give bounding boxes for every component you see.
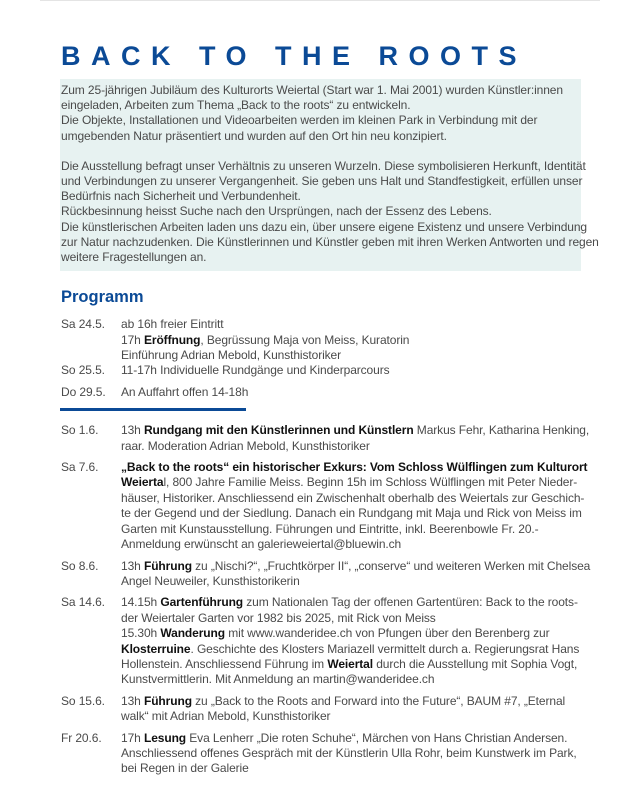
event-description — [121, 595, 621, 687]
event-line — [121, 317, 621, 332]
event-text: Einführung Adrian Mebold, Kunsthistoriker — [121, 348, 342, 363]
event-line — [121, 574, 621, 589]
event-text: ab 16h freier Eintritt — [121, 317, 224, 332]
event-highlight: Führung — [143, 558, 192, 573]
program-event — [61, 694, 621, 725]
event-text: Angel Neuweiler, Kunsthistorikerin — [121, 573, 300, 588]
event-line — [121, 385, 621, 400]
program-event — [61, 423, 621, 454]
event-text: raar. Moderation Adrian Mebold, Kunsthistoriker — [121, 438, 370, 453]
event-line — [121, 709, 621, 724]
event-line — [121, 537, 621, 552]
intro-box — [60, 79, 599, 271]
intro-line: Die Objekte, Installationen und Videoarbeiten werden im kleinen Park in Verbindung mit der — [61, 113, 538, 128]
event-date: Sa 7.6. — [61, 460, 99, 475]
event-text: häuser, Historiker. Anschliessend ein Zwischenhalt oberhalb des Weiertals zur Geschich- — [121, 490, 585, 505]
event-line — [121, 439, 621, 454]
event-text: zum Nationalen Tag der offenen Gartentüren: Back to the roots- — [243, 595, 578, 610]
intro-line: Bedürfnis nach Sicherheit und Verbundenheit. — [61, 189, 301, 204]
intro-paragraph-1 — [61, 83, 581, 144]
event-date: So 15.6. — [61, 693, 105, 708]
event-line — [121, 475, 621, 490]
event-description — [121, 460, 621, 552]
event-description — [121, 559, 621, 590]
event-highlight: „Back to the roots“ ein historischer Exkurs: Vom Schloss Wülflingen zum Kulturort — [121, 460, 588, 475]
event-line — [121, 333, 621, 348]
program-event — [61, 595, 621, 687]
event-date: Sa 14.6. — [61, 595, 105, 610]
event-date: Sa 24.5. — [61, 317, 105, 332]
event-line — [121, 348, 621, 363]
event-text: Anschliessend offenes Gespräch mit der Künstlerin Ulla Rohr, beim Kunstwerk im Park, — [121, 745, 577, 760]
event-line — [121, 363, 621, 378]
event-text: Hollenstein. Anschliessend Führung im — [121, 656, 328, 671]
event-date: So 25.5. — [61, 363, 105, 378]
intro-line: Rückbesinnung heisst Suche nach den Ursprüngen, nach der Essenz des Lebens. — [61, 204, 492, 219]
event-line — [121, 423, 621, 438]
event-text: , Begrüssung Maja von Meiss, Kuratorin — [200, 332, 410, 347]
event-line — [121, 746, 621, 761]
event-date: So 8.6. — [61, 558, 99, 573]
event-highlight: Klosterruine — [121, 641, 191, 656]
event-text: 11-17h Individuelle Rundgänge und Kinderparcours — [121, 363, 390, 378]
event-highlight: Lesung — [143, 730, 187, 745]
event-highlight: Eröffnung — [143, 332, 201, 347]
event-line — [121, 761, 621, 776]
event-text: 15.30h — [121, 626, 161, 641]
event-description — [121, 363, 621, 378]
event-date: Do 29.5. — [61, 384, 106, 399]
event-text: 13h — [121, 693, 144, 708]
event-description — [121, 423, 621, 454]
event-line — [121, 611, 621, 626]
event-text: An Auffahrt offen 14-18h — [121, 384, 249, 399]
event-text: 17h — [121, 332, 144, 347]
intro-paragraph-2 — [61, 158, 599, 265]
intro-line: zur Natur nachzudenken. Die Künstlerinnen und Künstler geben mit ihren Werken Antworten und regen — [61, 234, 599, 249]
intro-line: weitere Fragestellungen an. — [61, 250, 207, 265]
program-event — [61, 731, 621, 777]
event-description — [121, 317, 621, 363]
event-line — [121, 460, 621, 475]
event-line — [121, 491, 621, 506]
program-event — [61, 363, 621, 378]
event-text: mit www.wanderidee.ch von Pfungen über den Berenberg zur — [225, 626, 550, 641]
event-text: l, 800 Jahre Familie Meiss. Beginn 15h im Schloss Wülflingen mit Peter Nieder- — [163, 475, 578, 490]
event-text: durch die Ausstellung mit Sophia Vogt, — [372, 656, 578, 671]
event-text: bei Regen in der Galerie — [121, 761, 249, 776]
event-text: 17h — [121, 730, 144, 745]
event-text: Garten mit Kunstausstellung. Führungen und Eintritte, inkl. Beerenbowle Fr. 20.- — [121, 521, 539, 536]
intro-line: umgebenden Natur präsentiert und wurden auf den Ort hin neu konzipiert. — [61, 128, 447, 143]
event-highlight: Rundgang mit den Künstlerinnen und Künstlern — [143, 423, 414, 438]
event-line — [121, 595, 621, 610]
event-text: zu „Back to the Roots and Forward into the Future“, BAUM #7, „Eternal — [191, 693, 566, 708]
event-text: 13h — [121, 423, 144, 438]
event-line — [121, 506, 621, 521]
event-text: . Geschichte des Klosters Mariazell vermittelt durch a. Regierungsrat Hans — [190, 641, 580, 656]
event-text: zu „Nischi?“, „Fruchtkörper II“, „conserve“ und weiteren Werken mit Chelsea — [191, 558, 591, 573]
section-divider — [60, 408, 246, 411]
event-line — [121, 559, 621, 574]
event-highlight: Führung — [143, 693, 192, 708]
event-text: Eva Lenherr „Die roten Schuhe“, Märchen von Hans Christian Andersen. — [186, 730, 568, 745]
program-event — [61, 559, 621, 590]
event-line — [121, 694, 621, 709]
intro-line: und Verbindungen zu unserer Vergangenheit. Sie geben uns Halt und Standfestigkeit, erfüllen unser — [61, 174, 583, 189]
event-highlight: Gartenführung — [160, 595, 244, 610]
intro-line: eingeladen, Arbeiten zum Thema „Back to the roots“ zu entwickeln. — [61, 98, 411, 113]
page-title: BACK TO THE ROOTS — [61, 41, 528, 71]
event-description — [121, 731, 621, 777]
event-highlight: Weierta — [121, 475, 164, 490]
event-text: Anmeldung erwünscht an galerieweiertal@bluewin.ch — [121, 537, 402, 552]
program-event — [61, 385, 621, 400]
top-divider — [40, 0, 600, 1]
program-list — [61, 317, 621, 777]
event-line — [121, 672, 621, 687]
program-event — [61, 317, 621, 363]
event-line — [121, 657, 621, 672]
event-description — [121, 694, 621, 725]
intro-line: Die Ausstellung befragt unser Verhältnis zu unseren Wurzeln. Diese symbolisieren Herkunft, Identität — [61, 158, 586, 173]
event-date: Fr 20.6. — [61, 730, 102, 745]
event-line — [121, 731, 621, 746]
event-text: Kunstvermittlerin. Mit Anmeldung an martin@wanderidee.ch — [121, 672, 435, 687]
event-text: 14.15h — [121, 595, 161, 610]
event-line — [121, 642, 621, 657]
event-text: walk“ mit Adrian Mebold, Kunsthistoriker — [121, 709, 331, 724]
event-line — [121, 626, 621, 641]
intro-line: Zum 25-jährigen Jubiläum des Kulturorts Weiertal (Start war 1. Mai 2001) wurden Künstler:innen — [61, 83, 563, 97]
event-line — [121, 522, 621, 537]
event-description — [121, 385, 621, 400]
event-text: 13h — [121, 558, 144, 573]
event-highlight: Weiertal — [327, 656, 373, 671]
event-date: So 1.6. — [61, 423, 99, 438]
event-text: der Weiertaler Garten vor 1982 bis 2025, mit Rick von Meiss — [121, 610, 436, 625]
event-highlight: Wanderung — [160, 626, 225, 641]
program-event — [61, 460, 621, 552]
event-text: te der Gegend und der Siedlung. Danach ein Rundgang mit Maja und Rick von Meiss im — [121, 506, 582, 521]
intro-line: Die künstlerischen Arbeiten laden uns dazu ein, über unsere eigene Existenz und unsere Verbindung — [61, 219, 587, 234]
event-text: Markus Fehr, Katharina Henking, — [413, 423, 590, 438]
program-heading: Programm — [61, 288, 144, 307]
